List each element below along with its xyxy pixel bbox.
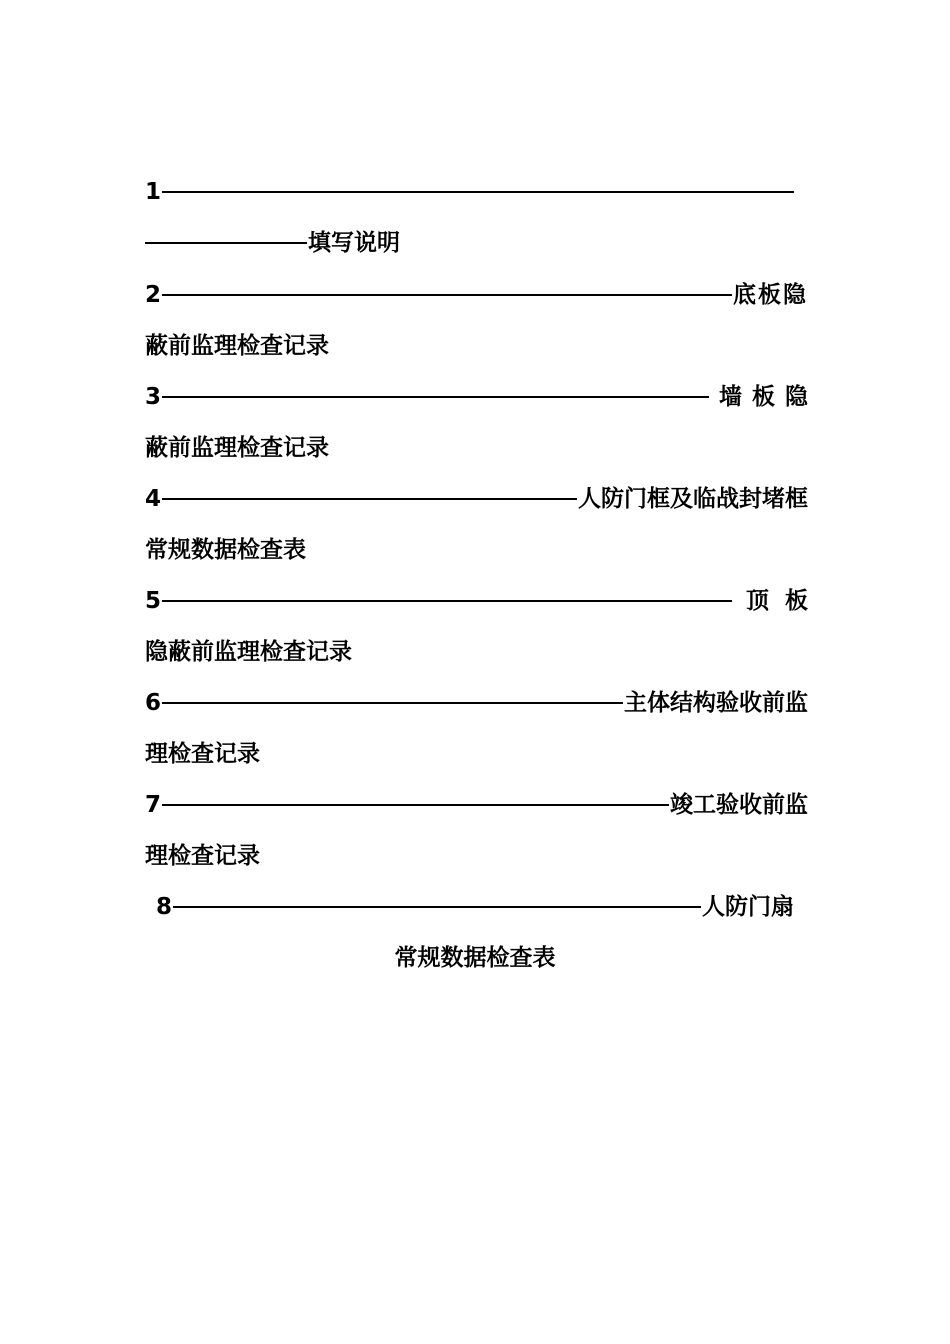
toc-item-title: 顶板	[746, 588, 824, 614]
toc-item-3-line	[145, 380, 818, 414]
toc-item-number: 8	[156, 894, 173, 920]
toc-item-title: 底板隐	[733, 282, 808, 308]
toc-item-title: 人防门扇	[702, 894, 794, 920]
toc-item-1-continuation	[145, 226, 400, 260]
toc-item-title: 竣工验收前监	[670, 792, 808, 818]
leader-dash	[162, 702, 623, 704]
toc-item-5-line	[145, 584, 824, 618]
leader-dash	[145, 242, 307, 244]
toc-item-number: 2	[145, 282, 162, 308]
toc-item-title-continuation: 常规数据检查表	[145, 537, 306, 563]
leader-dash	[173, 906, 701, 908]
toc-item-title-continuation: 理检查记录	[145, 741, 260, 767]
toc-item-title-continuation: 常规数据检查表	[394, 945, 556, 971]
leader-dash	[162, 191, 794, 193]
toc-item-number: 5	[145, 588, 162, 614]
toc-item-title: 主体结构验收前监	[624, 690, 808, 716]
toc-item-title-continuation: 理检查记录	[145, 843, 260, 869]
toc-item-title-continuation: 蔽前监理检查记录	[145, 333, 329, 359]
toc-item-number: 4	[145, 486, 162, 512]
toc-item-number: 6	[145, 690, 162, 716]
toc-item-7-line	[145, 788, 808, 822]
toc-item-title-continuation: 隐蔽前监理检查记录	[145, 639, 352, 665]
toc-item-number: 1	[145, 179, 162, 205]
toc-item-title-continuation: 蔽前监理检查记录	[145, 435, 329, 461]
leader-dash	[162, 294, 732, 296]
toc-item-8-line	[156, 890, 794, 924]
toc-item-title: 填写说明	[308, 230, 400, 256]
toc-item-title: 墙板隐	[719, 384, 818, 410]
toc-item-1-line	[145, 175, 795, 209]
leader-dash	[162, 804, 669, 806]
toc-item-title: 人防门框及临战封堵框	[578, 486, 808, 512]
toc-item-number: 7	[145, 792, 162, 818]
toc-item-4-line	[145, 482, 808, 516]
leader-dash	[162, 600, 732, 602]
toc-item-6-line	[145, 686, 808, 720]
toc-item-2-line	[145, 278, 808, 312]
leader-dash	[162, 396, 709, 398]
toc-item-number: 3	[145, 384, 162, 410]
leader-dash	[162, 498, 577, 500]
